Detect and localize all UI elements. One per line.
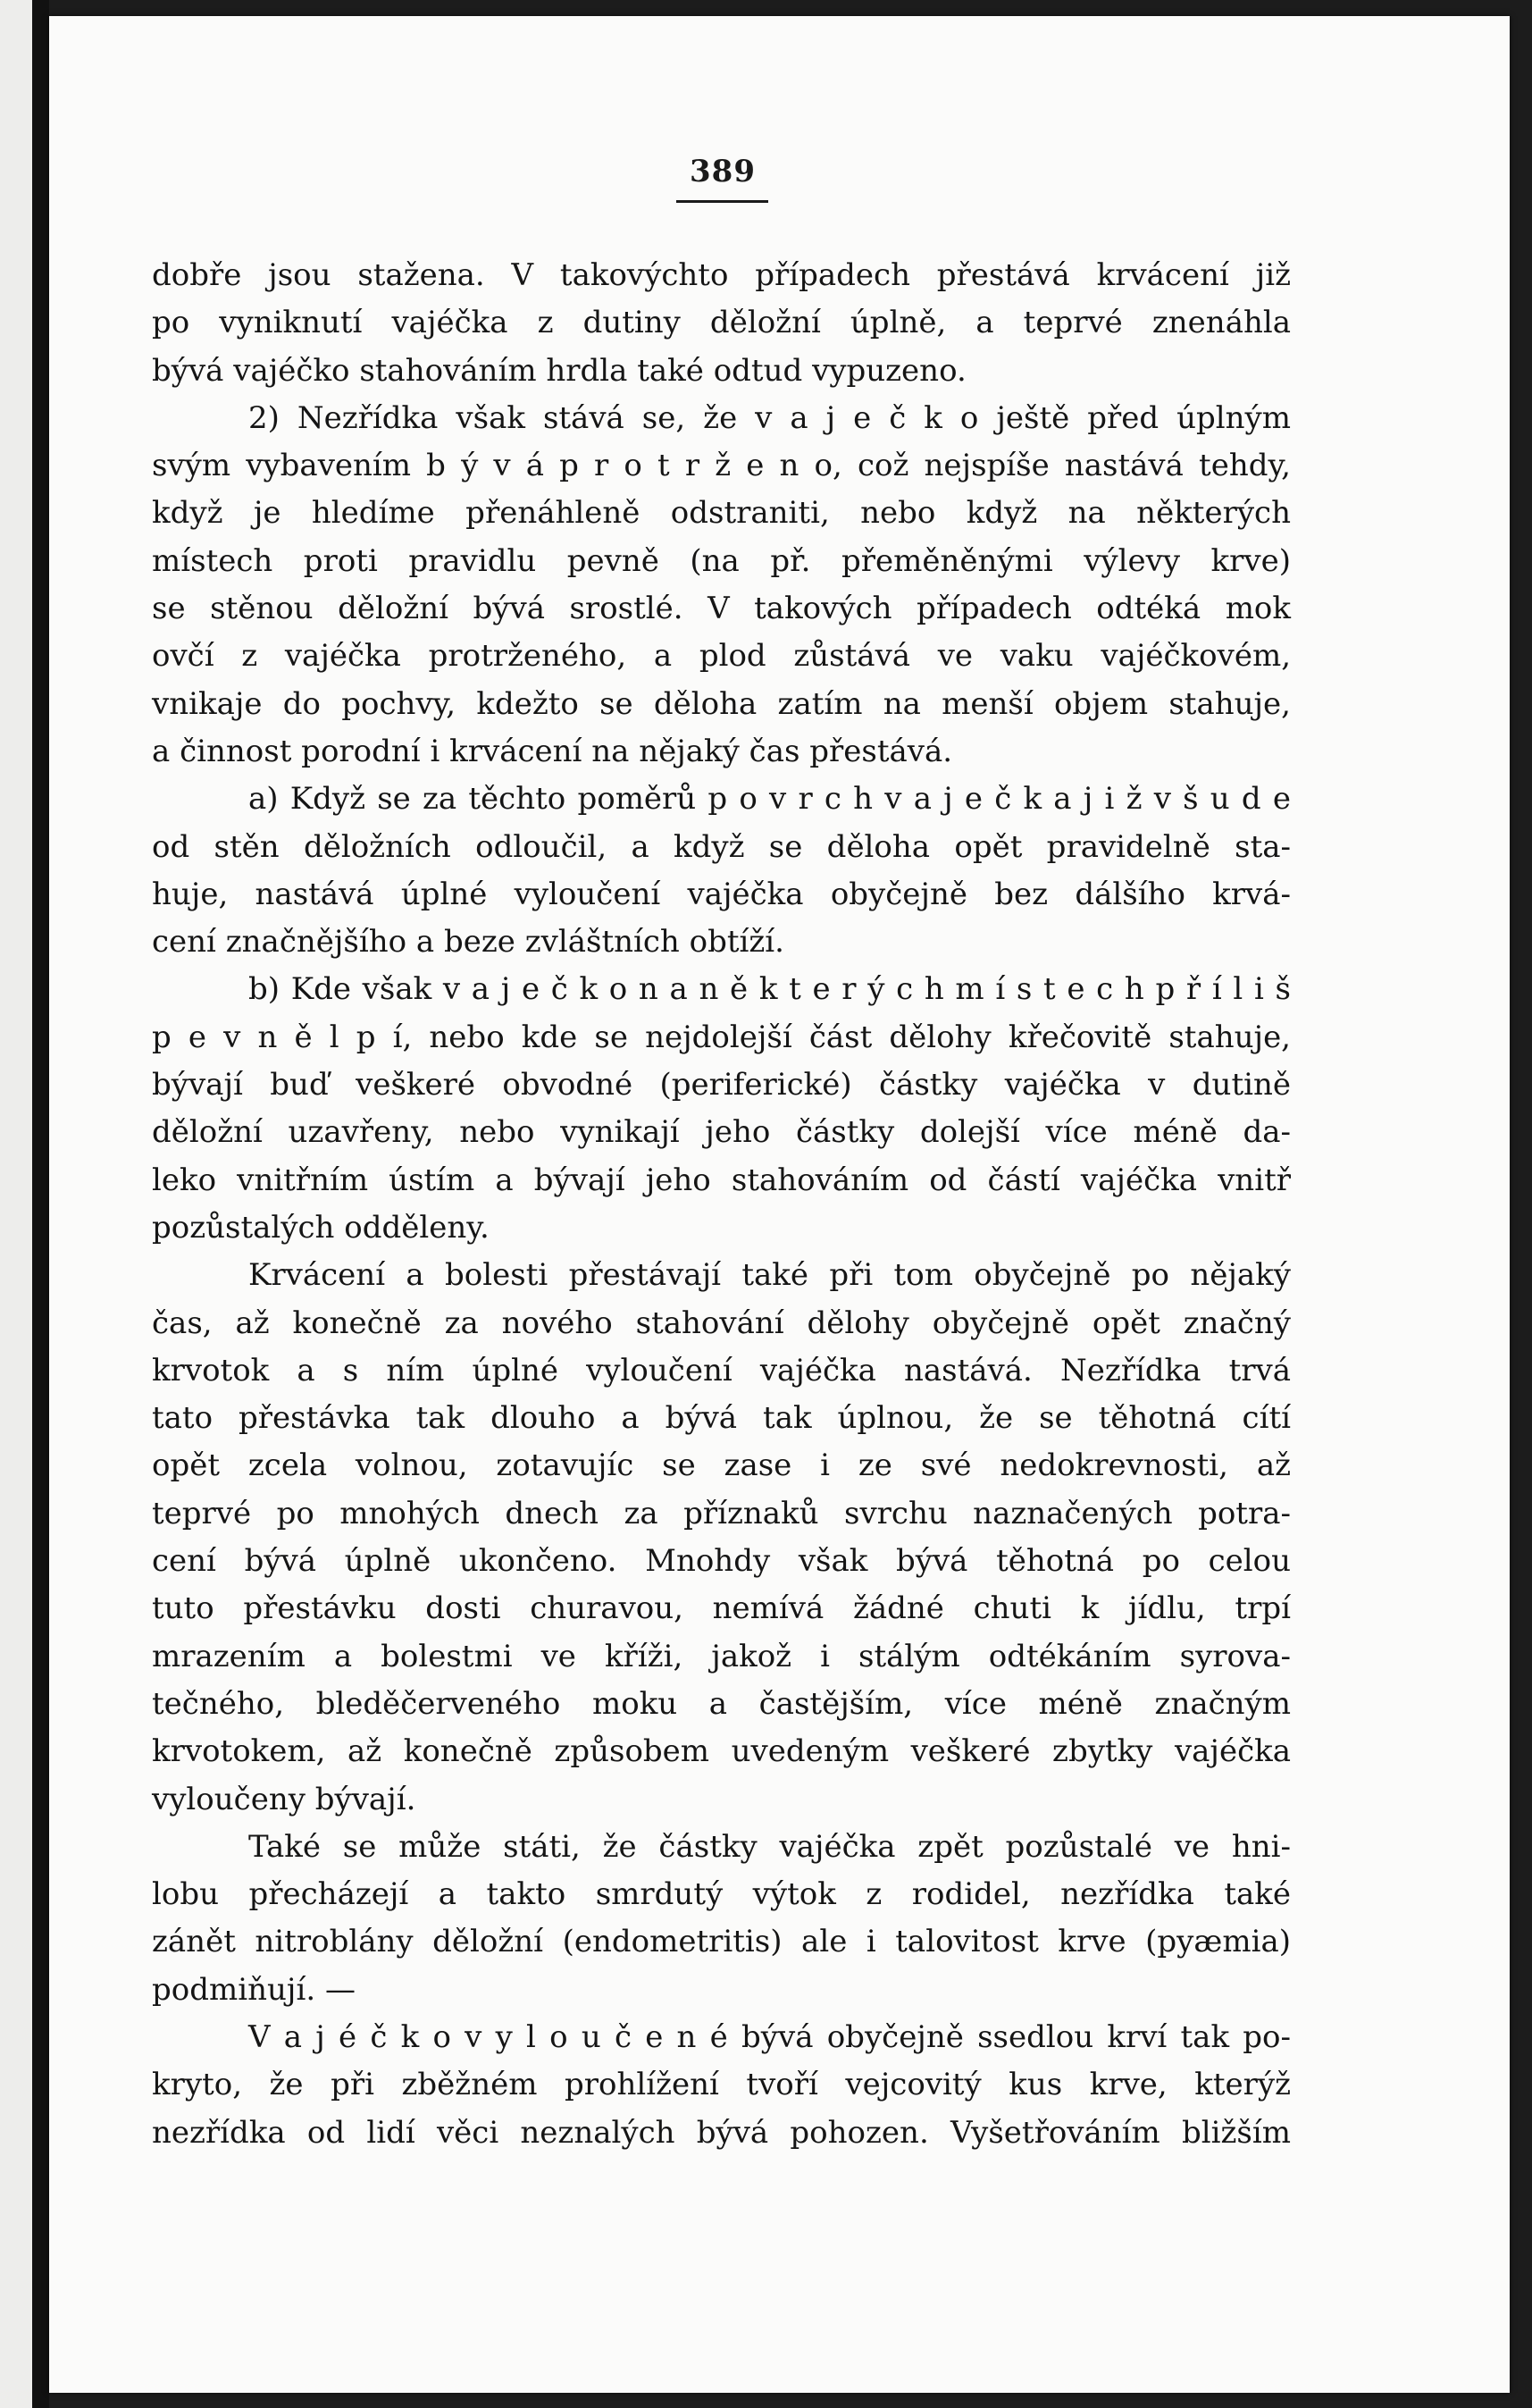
text-line: a) Když se za těchto poměrů p o v r c h v a j e č k a j i ž v š u d e — [248, 781, 1291, 818]
text-line: huje, nastává úplné vyloučení vajéčka obyčejně bez dálšího krvá- — [152, 876, 1291, 912]
text-line: 2) Nezřídka však stává se, že v a j e č k o ještě před úplným — [248, 399, 1291, 436]
text-line: místech proti pravidlu pevně (na př. přeměněnými výlevy krve) — [152, 542, 1291, 579]
text-line: po vyniknutí vajéčka z dutiny děložní úplně, a teprvé znenáhla — [152, 305, 1291, 341]
gutter-shadow — [32, 0, 49, 2408]
text-line: V a j é č k o v y l o u č e n é bývá obyčejně ssedlou krví tak po- — [248, 2018, 1291, 2055]
text-line: leko vnitřním ústím a bývají jeho stahováním od částí vajéčka vnitř — [152, 1162, 1291, 1198]
text-line: zánět nitroblány děložní (endometritis) ale i talovitost krve (pyæmia) — [152, 1924, 1291, 1960]
text-line: teprvé po mnohých dnech za příznaků svrchu naznačených potra- — [152, 1495, 1291, 1531]
text-line: krvotokem, až konečně způsobem uvedeným veškeré zbytky vajéčka — [152, 1733, 1291, 1770]
text-line: vnikaje do pochvy, kdežto se děloha zatím na menší objem stahuje, — [152, 685, 1291, 722]
text-line: vyloučeny bývají. — [152, 1781, 416, 1817]
text-line: děložní uzavřeny, nebo vynikají jeho částky dolejší více méně da- — [152, 1114, 1291, 1151]
text-line: když je hledíme přenáhleně odstraniti, nebo když na některých — [152, 495, 1291, 532]
body-text — [152, 252, 1291, 2157]
page-number-container — [674, 154, 771, 189]
text-line: Také se může státi, že částky vajéčka zpět pozůstalé ve hni- — [248, 1828, 1291, 1865]
text-line: krvotok a s ním úplné vyloučení vajéčka nastává. Nezřídka trvá — [152, 1352, 1291, 1389]
text-line: ovčí z vajéčka protrženého, a plod zůstává ve vaku vajéčkovém, — [152, 638, 1291, 675]
text-line: a činnost porodní i krvácení na nějaký čas přestává. — [152, 733, 953, 769]
text-line: nezřídka od lidí věci neznalých bývá pohozen. Vyšetřováním bližším — [152, 2114, 1291, 2151]
text-line: bývá vajéčko stahováním hrdla také odtud vypuzeno. — [152, 352, 967, 389]
text-line: cení značnějšího a beze zvláštních obtíží. — [152, 924, 784, 961]
text-line: cení bývá úplně ukončeno. Mnohdy však bývá těhotná po celou — [152, 1543, 1291, 1580]
text-line: dobře jsou stažena. V takovýchto případech přestává krvácení již — [152, 257, 1291, 293]
text-line: svým vybavením b ý v á p r o t r ž e n o, což nejspíše nastává tehdy, — [152, 448, 1291, 484]
text-line: od stěn děložních odloučil, a když se děloha opět pravidelně sta- — [152, 828, 1291, 865]
text-line: Krvácení a bolesti přestávají také při tom obyčejně po nějaký — [248, 1257, 1291, 1294]
page-number: 389 — [690, 154, 756, 189]
text-line: b) Kde však v a j e č k o n a n ě k t e r ý c h m í s t e c h p ř í l i š — [248, 971, 1291, 1008]
text-line: podmiňují. — — [152, 1971, 356, 2008]
text-line: lobu přecházejí a takto smrdutý výtok z rodidel, nezřídka také — [152, 1876, 1291, 1913]
text-line: pozůstalých odděleny. — [152, 1209, 490, 1246]
text-line: čas, až konečně za nového stahování dělohy obyčejně opět značný — [152, 1305, 1291, 1341]
text-line: kryto, že při zběžném prohlížení tvoří vejcovitý kus krve, kterýž — [152, 2067, 1291, 2103]
text-line: opět zcela volnou, zotavujíc se zase i ze své nedokrevnosti, až — [152, 1447, 1291, 1484]
page-number-underline — [676, 200, 768, 203]
text-line: mrazením a bolestmi ve kříži, jakož i stálým odtékáním syrova- — [152, 1638, 1291, 1674]
text-line: tečného, bleděčerveného moku a častějším, více méně značným — [152, 1685, 1291, 1722]
text-line: tuto přestávku dosti churavou, nemívá žádné chuti k jídlu, trpí — [152, 1590, 1291, 1627]
text-line: tato přestávka tak dlouho a bývá tak úplnou, že se těhotná cítí — [152, 1400, 1291, 1437]
adjacent-page-edge — [0, 0, 32, 2408]
text-line: bývají buď veškeré obvodné (periferické) částky vajéčka v dutině — [152, 1067, 1291, 1103]
text-line: se stěnou děložní bývá srostlé. V takových případech odtéká mok — [152, 591, 1291, 627]
text-line: p e v n ě l p í, nebo kde se nejdolejší část dělohy křečovitě stahuje, — [152, 1019, 1291, 1055]
